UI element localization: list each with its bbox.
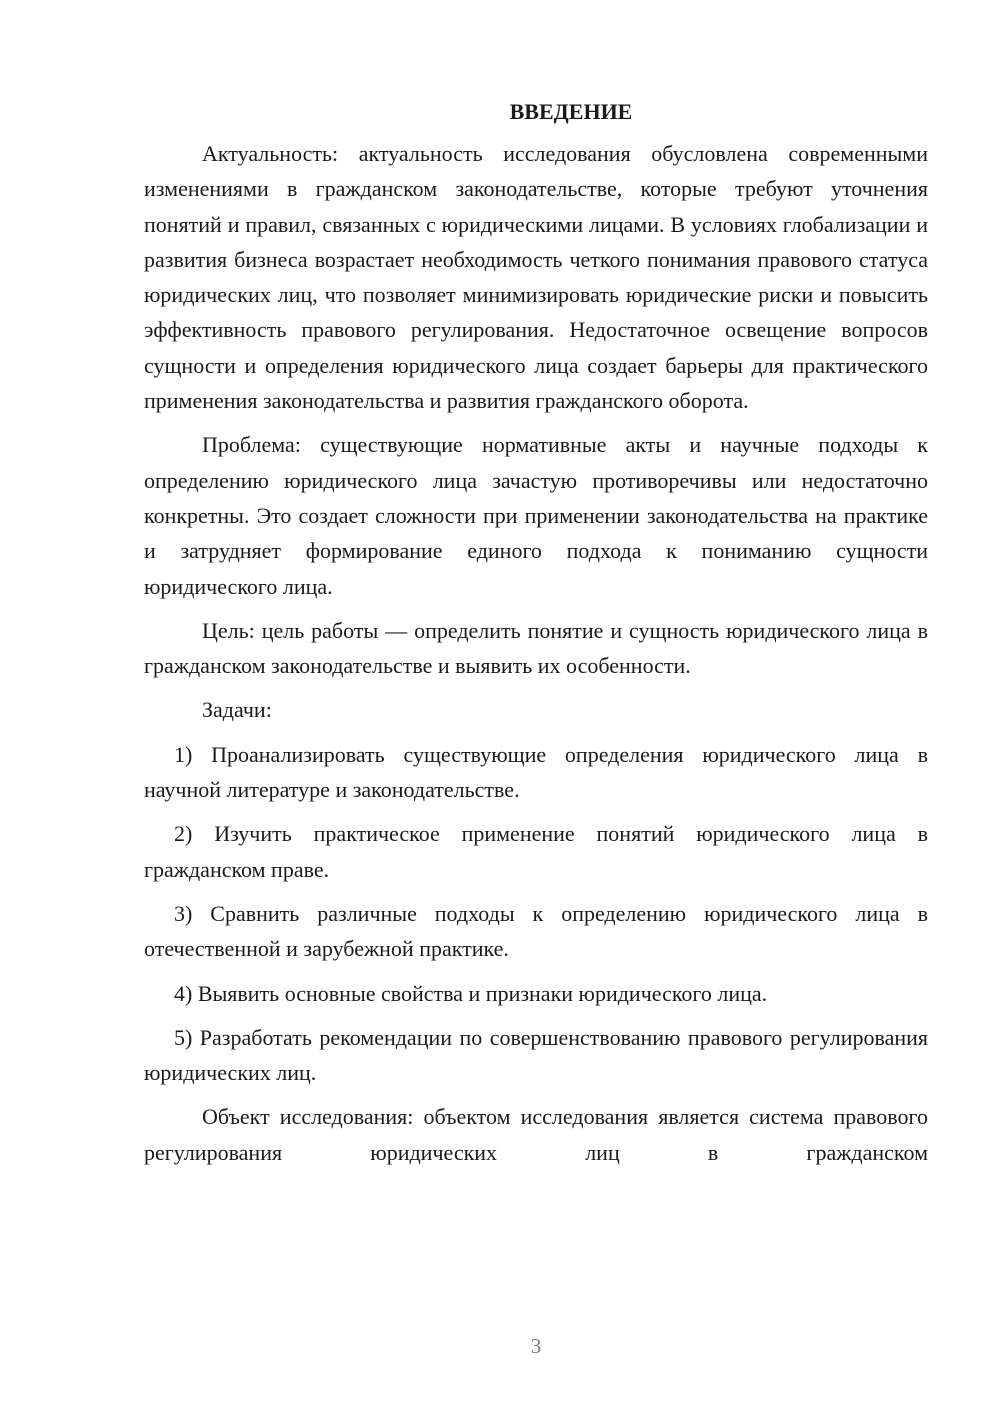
task-item-4: 4) Выявить основные свойства и признаки юридического лица. — [174, 980, 768, 1006]
task-item-2: 2) Изучить практическое применение понятий юридического лица в гражданском праве. — [144, 821, 928, 882]
section-heading: ВВЕДЕНИЕ — [509, 99, 633, 124]
relevance-paragraph: Актуальность: актуальность исследования обусловлена современными изменениями в гражданском законодательстве, которые требуют уточнения понятий и правил, связанных с юридическими лицами. В условиях глобализации и развития бизнеса возрастает необходимость четкого понимания правового статуса юридических лиц, что позволяет минимизировать юридические риски и повысить эффективность правового регулирования. Недостаточное освещение вопросов сущности и определения юридического лица создает барьеры для практического применения законодательства и развития гражданского оборота. — [144, 141, 928, 414]
problem-paragraph: Проблема: существующие нормативные акты и научные подходы к определению юридического лица зачастую противоречивы или недостаточно конкретны. Это создает сложности при применении законодательства на практике и затрудняет формирование единого подхода к пониманию сущности юридического лица. — [144, 432, 928, 599]
page-number: 3 — [530, 1334, 542, 1358]
object-paragraph: Объект исследования: объектом исследования является система правового регулирования юридических лиц в гражданском — [144, 1104, 928, 1165]
goal-paragraph: Цель: цель работы — определить понятие и сущность юридического лица в гражданском законодательстве и выявить их особенности. — [144, 617, 928, 679]
task-item-3: 3) Сравнить различные подходы к определению юридического лица в отечественной и зарубежной практике. — [144, 900, 928, 962]
page-content — [144, 96, 928, 1170]
task-item-5: 5) Разработать рекомендации по совершенствованию правового регулирования юридических лиц. — [144, 1024, 928, 1086]
task-item-1: 1) Проанализировать существующие определения юридического лица в научной литературе и законодательстве. — [144, 741, 928, 803]
tasks-heading: Задачи: — [202, 697, 272, 723]
